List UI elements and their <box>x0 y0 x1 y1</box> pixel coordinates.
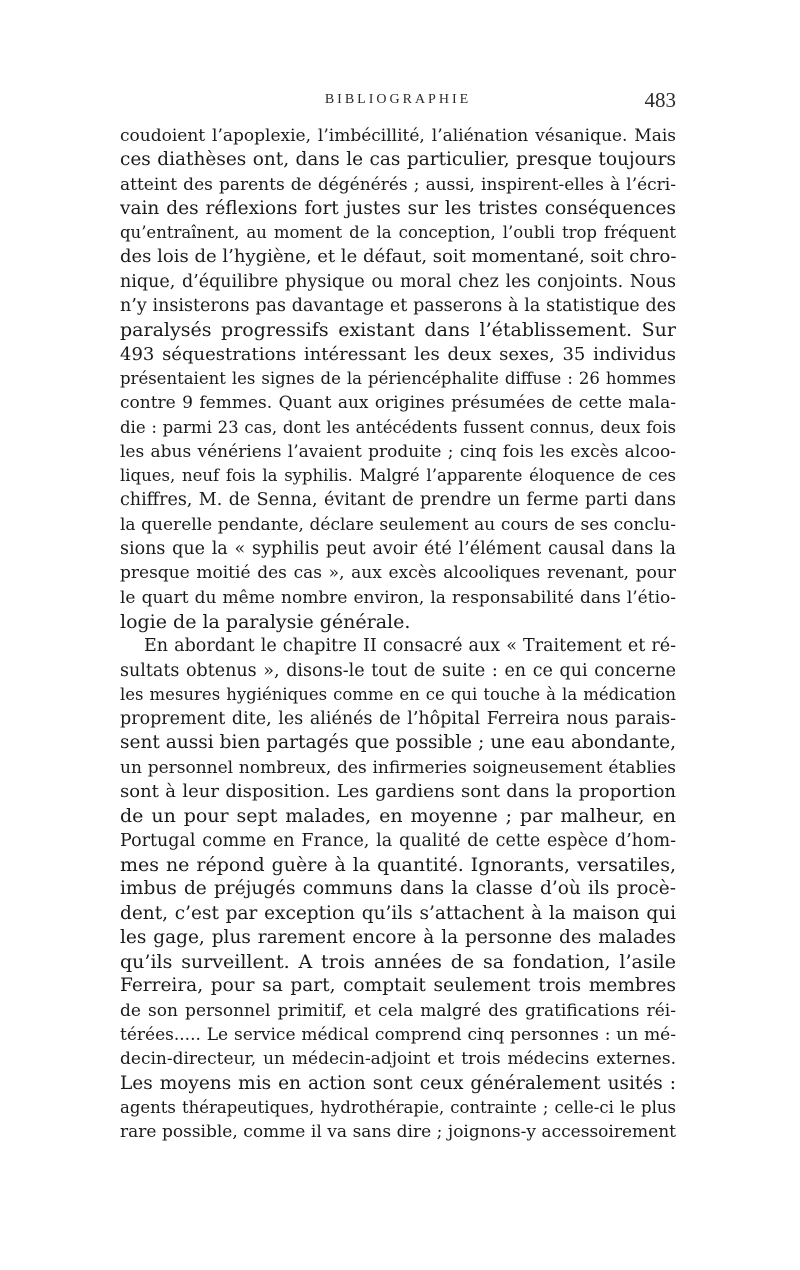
text-line: proprement dite, les aliénés de l’hôpital Ferreira nous parais- <box>120 709 676 730</box>
text-line: dent, c’est par exception qu’ils s’attachent à la maison qui <box>120 902 676 924</box>
text-line: qu’entraînent, au moment de la conception, l’oubli trop fréquent <box>120 223 676 243</box>
text-line: Les moyens mis en action sont ceux généralement usités : <box>120 1072 676 1094</box>
text-line: Portugal comme en France, la qualité de cette espèce d’hom- <box>120 830 676 851</box>
text-line: agents thérapeutiques, hydrothérapie, contrainte ; celle-ci le plus <box>120 1097 676 1117</box>
text-line: le quart du même nombre environ, la responsabilité dans l’étio- <box>120 587 676 608</box>
text-line: rare possible, comme il va sans dire ; joignons-y accessoirement <box>120 1122 676 1143</box>
page-number: 483 <box>644 88 676 112</box>
paragraph-start-line: En abordant le chapitre II consacré aux « Traitement et ré- <box>144 636 676 657</box>
text-line: des lois de l’hygiène, et le défaut, soit momentané, soit chro- <box>120 246 676 268</box>
text-line: liques, neuf fois la syphilis. Malgré l’apparente éloquence de ces <box>120 466 676 486</box>
running-head-title: BIBLIOGRAPHIE <box>324 92 472 107</box>
text-line: chiffres, M. de Senna, évitant de prendre un ferme parti dans <box>120 490 676 511</box>
text-line: les gage, plus rarement encore à la personne des malades <box>120 926 676 948</box>
text-line: n’y insisterons pas davantage et passerons à la statistique des <box>120 296 676 317</box>
text-line: vain des réflexions fort justes sur les tristes conséquences <box>120 197 676 219</box>
text-line: Ferreira, pour sa part, comptait seulement trois membres <box>120 975 676 997</box>
text-line: die : parmi 23 cas, dont les antécédents fussent connus, deux fois <box>120 417 676 437</box>
text-line: qu’ils surveillent. A trois années de sa fondation, l’asile <box>120 951 676 974</box>
text-line: presque moitié des cas », aux excès alcooliques revenant, pour <box>120 563 676 584</box>
text-line: nique, d’équilibre physique ou moral chez les conjoints. Nous <box>120 271 676 292</box>
text-line: les abus vénériens l’avaient produite ; cinq fois les excès alcoo- <box>120 441 676 462</box>
text-line: sont à leur disposition. Les gardiens sont dans la proportion <box>120 781 676 803</box>
text-line: de son personnel primitif, et cela malgré des gratifications réi- <box>120 1000 676 1021</box>
text-line: paralysés progressifs existant dans l’établissement. Sur <box>120 319 676 342</box>
text-line: sent aussi bien partagés que possible ; une eau abondante, <box>120 732 676 754</box>
text-line: sultats obtenus », disons-le tout de suite : en ce qui concerne <box>120 660 676 681</box>
text-line: 493 séquestrations intéressant les deux sexes, 35 individus <box>120 343 676 365</box>
text-line: contre 9 femmes. Quant aux origines présumées de cette mala- <box>120 393 676 414</box>
text-line: présentaient les signes de la périencéphalite diffuse : 26 hommes <box>120 368 676 388</box>
text-line: les mesures hygiéniques comme en ce qui touche à la médication <box>120 684 676 704</box>
text-line: ces diathèses ont, dans le cas particulier, presque toujours <box>120 149 676 171</box>
text-line: un personnel nombreux, des infirmeries soigneusement établies <box>120 757 676 778</box>
text-line: coudoient l’apoplexie, l’imbécillité, l’aliénation vésanique. Mais <box>120 126 676 146</box>
text-line: logie de la paralysie générale. <box>120 610 411 633</box>
text-line: sions que la « syphilis peut avoir été l’élément causal dans la <box>120 539 676 560</box>
text-line: de un pour sept malades, en moyenne ; par malheur, en <box>120 805 676 828</box>
text-line: térées..... Le service médical comprend cinq personnes : un mé- <box>120 1024 676 1045</box>
text-line: atteint des parents de dégénérés ; aussi, inspirent-elles à l’écri- <box>120 174 676 195</box>
text-line: la querelle pendante, déclare seulement au cours de ses conclu- <box>120 514 676 535</box>
body-text <box>120 124 676 1144</box>
running-head <box>120 88 676 118</box>
text-line: mes ne répond guère à la quantité. Ignorants, versatiles, <box>120 853 676 876</box>
text-line: imbus de préjugés communs dans la classe d’où ils procè- <box>120 878 676 900</box>
text-line: decin-directeur, un médecin-adjoint et trois médecins externes. <box>120 1049 676 1070</box>
